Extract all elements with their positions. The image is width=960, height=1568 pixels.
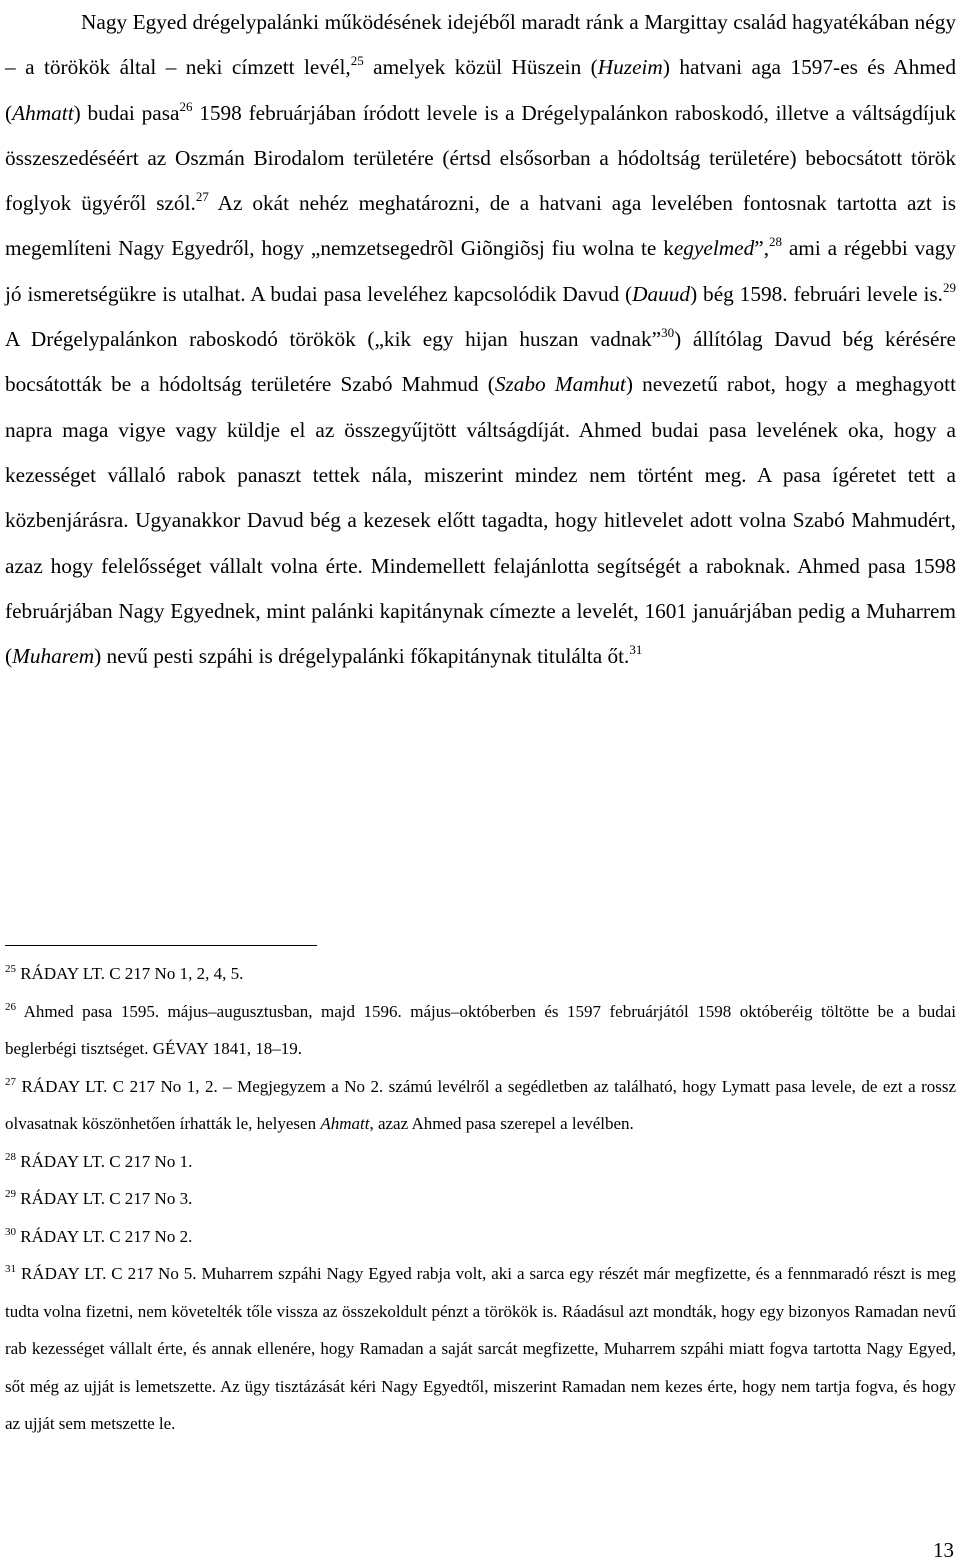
text-run: ) bég 1598. februári levele is. — [690, 281, 943, 306]
footnote-number: 29 — [5, 1188, 16, 1200]
text-run: A Drégelypalánkon raboskodó törökök („kik egy hijan huszan vadnak” — [5, 327, 662, 352]
source-name: RÁDAY LT. — [20, 964, 105, 983]
footnote-text: C 217 No 1. — [104, 1151, 193, 1171]
footnote-ref-28[interactable]: 28 — [769, 234, 783, 250]
italic-name: Dauud — [632, 281, 691, 306]
text-run: Az okát nehéz meghatározni, de a hatvani aga levelében fontosnak tartotta azt is megemlíteni Nagy Egyedről, hogy „nemzetsegedrõl Giõngiõsj fiu wolna te k — [5, 191, 956, 261]
main-paragraph — [5, 0, 956, 679]
footnote-text: C 217 No 1, 2, 4, 5. — [104, 964, 244, 983]
footnote-ref-25[interactable]: 25 — [350, 53, 364, 69]
footnote-text: C 217 No 3. — [104, 1189, 193, 1208]
text-run: ami a régebbi vagy jó ismeretségükre is utalhat. A budai pasa leveléhez kapcsolódik Davud ( — [5, 236, 956, 306]
text-run: ”, — [754, 236, 770, 261]
footnote-text: C 217 No 2. — [104, 1226, 193, 1246]
source-name: RÁDAY LT. — [20, 1264, 107, 1283]
footnote-number: 31 — [5, 1263, 16, 1275]
footnote-28 — [5, 1143, 956, 1181]
footnotes — [5, 955, 956, 1443]
footnote-ref-31[interactable]: 31 — [629, 642, 643, 658]
footnote-ref-26[interactable]: 26 — [179, 98, 193, 114]
text-run: ) állítólag Davud bég kérésére bocsátották be a hódoltság területére Szabó Mahmud ( — [5, 327, 956, 397]
footnote-separator — [5, 945, 317, 946]
text-run: ) nevű pesti szpáhi is drégelypalánki főkapitánynak titulálta őt. — [94, 644, 630, 669]
italic-name: Muharem — [12, 644, 95, 669]
text-run: ) nevezetű rabot, hogy a meghagyott napra maga vigye vagy küldje el az összegyűjtött váltságdíját. Ahmed budai pasa levelének oka, hogy a kezességet vállaló rabok panaszt tettek nála, miszerint mindez nem történt meg. A pasa ígéretet tett a közbenjárásra. Ugyanakkor Davud bég a kezesek előtt tagadta, hogy hitlevelet adott volna Szabó Mahmudért, azaz hogy felelősséget vállalt volna érte. Mindemellett felajánlotta segítségét a raboknak. Ahmed pasa 1598 februárjában Nagy Egyednek, mint palánki kapitánynak címezte a levelét, 1601 januárjában pedig a Muharrem ( — [5, 372, 956, 669]
italic-name: Huzeim — [597, 55, 663, 80]
footnote-31 — [5, 1255, 956, 1443]
footnote-text: C 217 No 5. Muharrem szpáhi Nagy Egyed rabja volt, aki a sarca egy részét már megfizette, és a fennmaradó részt is meg tudta volna fizetni, nem követelték tőle vissza az összekoldult pénzt a törökök is. Ráadásul azt mondták, hogy egy bizonyos Ramadan nevű rab kezességet vállalt érte, és annak ellenére, hogy Ramadan a saját sarcát megfizette, Muharrem szpáhi miatt fogva tartotta Nagy Egyed, sőt még az ujját is lemetszette. Az ügy tisztázását kéri Nagy Egyedtől, miszerint Ramadan nem kezes érte, hogy nem tartja fogva, és hogy az ujját sem metszette le. — [5, 1264, 957, 1433]
italic-name: Ahmatt — [12, 100, 74, 125]
source-name: RÁDAY LT. — [21, 1076, 108, 1096]
page-number: 13 — [933, 1538, 954, 1562]
italic-name: Szabo Mamhut — [494, 372, 626, 397]
footnote-number: 25 — [5, 963, 16, 975]
text-run: 1598 februárjában íródott levele is a Drégelypalánkon raboskodó, illetve a váltságdíjuk összeszedéséért az Oszmán Birodalom területére (értsd elsősorban a hódoltság területére) bebocsátott török foglyok ügyéről szól. — [5, 100, 956, 216]
footnote-text: 1841, 18–19. — [208, 1039, 303, 1058]
italic-name: Ahmatt — [320, 1114, 370, 1133]
text-run: amelyek közül Hüszein ( — [363, 55, 598, 80]
italic-word: egyelmed — [673, 236, 755, 261]
source-name: RÁDAY LT. — [20, 1189, 105, 1208]
footnote-text: Ahmed pasa 1595. május–augusztusban, majd 1596. május–októberben és 1597 februárjától 1598 októberéig töltötte be a budai beglerbégi tisztséget. — [5, 1001, 956, 1058]
footnote-number: 30 — [5, 1225, 16, 1238]
text-run: Nagy Egyed drégelypalánki működésének idejéből maradt ránk a Margittay család hagyatékában négy – a törökök által – neki címzett levél, — [5, 10, 956, 80]
footnote-ref-29[interactable]: 29 — [942, 279, 956, 295]
footnote-number: 26 — [5, 1000, 16, 1013]
text-run: ) hatvani aga 1597-es és Ahmed ( — [5, 55, 956, 125]
text-run: ) budai pasa — [73, 100, 180, 125]
footnote-ref-27[interactable]: 27 — [195, 189, 209, 205]
footnote-27 — [5, 1068, 956, 1143]
footnote-text: , azaz Ahmed pasa szerepel a levélben. — [369, 1114, 634, 1133]
footnote-30 — [5, 1218, 956, 1256]
document-page — [5, 0, 956, 679]
footnote-26 — [5, 993, 956, 1068]
source-name: GÉVAY — [152, 1039, 209, 1058]
footnote-text: C 217 No 1, 2. – Megjegyzem a No 2. számú levélről a segédletben az található, hogy Lymatt pasa levele, de ezt a rossz olvasatnak köszönhetően írhatták le, helyesen — [5, 1076, 957, 1133]
footnote-ref-30[interactable]: 30 — [661, 325, 675, 341]
footnote-25 — [5, 955, 956, 993]
footnote-number: 27 — [5, 1075, 16, 1088]
source-name: RÁDAY LT. — [20, 1226, 105, 1246]
source-name: RÁDAY LT. — [20, 1151, 105, 1171]
footnote-29 — [5, 1180, 956, 1218]
footnote-number: 28 — [5, 1150, 16, 1163]
